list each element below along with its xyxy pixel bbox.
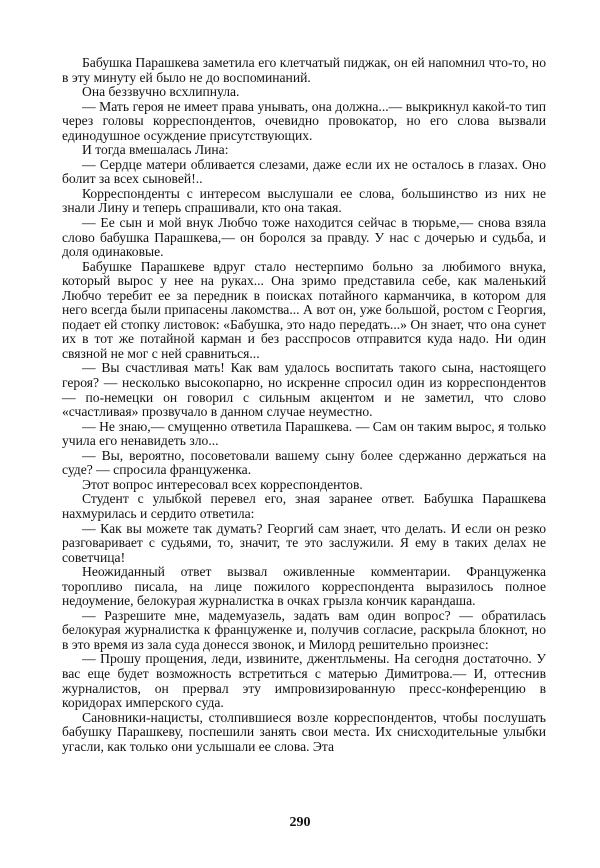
paragraph: Студент с улыбкой перевел его, зная заранее ответ. Бабушка Парашкева нахмурилась и сердито ответила: bbox=[62, 491, 546, 521]
paragraph: Этот вопрос интересовал всех корреспондентов. bbox=[82, 476, 363, 492]
paragraph: Корреспонденты с интересом выслушали ее слова, большинство из них не знали Лину и теперь спрашивали, кто она такая. bbox=[62, 185, 546, 216]
paragraph: — Сердце матери обливается слезами, даже если их не осталось в глазах. Оно болит за всех сыновей!.. bbox=[62, 156, 546, 187]
paragraph: — Мать героя не имеет права унывать, она должна...— выкрикнул какой-то тип через головы корреспондентов, очевидно провокатор, но его слова вызвали единодушное осуждение присутствующих. bbox=[62, 98, 546, 143]
page-number: 290 bbox=[289, 815, 311, 830]
paragraph: — Вы счастливая мать! Как вам удалось воспитать такого сына, настоящего героя? — несколько высокопарно, но искренне спросил один из корреспондентов — по-немецки он говорил с сильным акцентом и не заметил, что слово «счастливая» прозвучало в данном случае неуместно. bbox=[62, 360, 546, 420]
paragraph: Бабушка Парашкева заметила его клетчатый пиджак, он ей напомнил что-то, но в эту минуту ей было не до воспоминаний. bbox=[62, 55, 546, 85]
paragraph: — Разрешите мне, мадемуазель, задать вам один вопрос? — обратилась белокурая журналистка к француженке и, получив согласие, раскрыла блокнот, но в это время из зала суда донесся звонок, и Милорд решительно произнес: bbox=[62, 607, 546, 652]
paragraph: — Вы, вероятно, посоветовали вашему сыну более сдержанно держаться на суде? — спросила француженка. bbox=[62, 447, 546, 478]
paragraph: Неожиданный ответ вызвал оживленные комментарии. Француженка торопливо писала, на лице пожилого корреспондента выразилось полное недоумение, белокурая журналистка в очках грызла кончик карандаша. bbox=[62, 564, 546, 609]
paragraph: — Не знаю,— смущенно ответила Парашкева. — Сам он таким вырос, я только учила его ненавидеть зло... bbox=[62, 418, 546, 449]
paragraph: И тогда вмешалась Лина: bbox=[82, 142, 229, 158]
paragraph: — Как вы можете так думать? Георгий сам знает, что делать. И если он резко разговаривает с судьями, то, значит, те это заслужили. Я ему в таких делах не советчица! bbox=[62, 520, 546, 565]
paragraph: Сановники-нацисты, столпившиеся возле корреспондентов, чтобы послушать бабушку Парашкеву, поспешили занять свои места. Их снисходительные улыбки угасли, как только они услышали ее слова. Эта bbox=[62, 709, 546, 754]
paragraph: Она беззвучно всхлипнула. bbox=[82, 84, 240, 100]
paragraph: — Прошу прощения, леди, извините, джентльмены. На сегодня достаточно. У вас еще будет возможность встретиться с матерью Димитрова.— И, оттеснив журналистов, он прервал эту импровизированную пресс-конференцию в коридорах имперского суда. bbox=[62, 651, 546, 711]
page-text bbox=[62, 56, 546, 754]
paragraph: — Ее сын и мой внук Любчо тоже находится сейчас в тюрьме,— снова взяла слово бабушка Парашкева,— он боролся за правду. У нас с дочерью и судьба, и доля одинаковые. bbox=[62, 215, 546, 260]
paragraph: Бабушке Парашкеве вдруг стало нестерпимо больно за любимого внука, который вырос у нее на руках... Она зримо представила себе, как маленький Любчо теребит ее за передник в поисках потайного карманчика, в котором для него всегда были припасены лакомства... А вот он, уже большой, ростом с Георгия, подает ей стопку листовок: «Бабушка, это надо передать...» Он знает, что она сунет их в тот же потайной карман и без расспросов отправится куда надо. Ни один связной не мог с ней сравниться... bbox=[62, 258, 546, 361]
